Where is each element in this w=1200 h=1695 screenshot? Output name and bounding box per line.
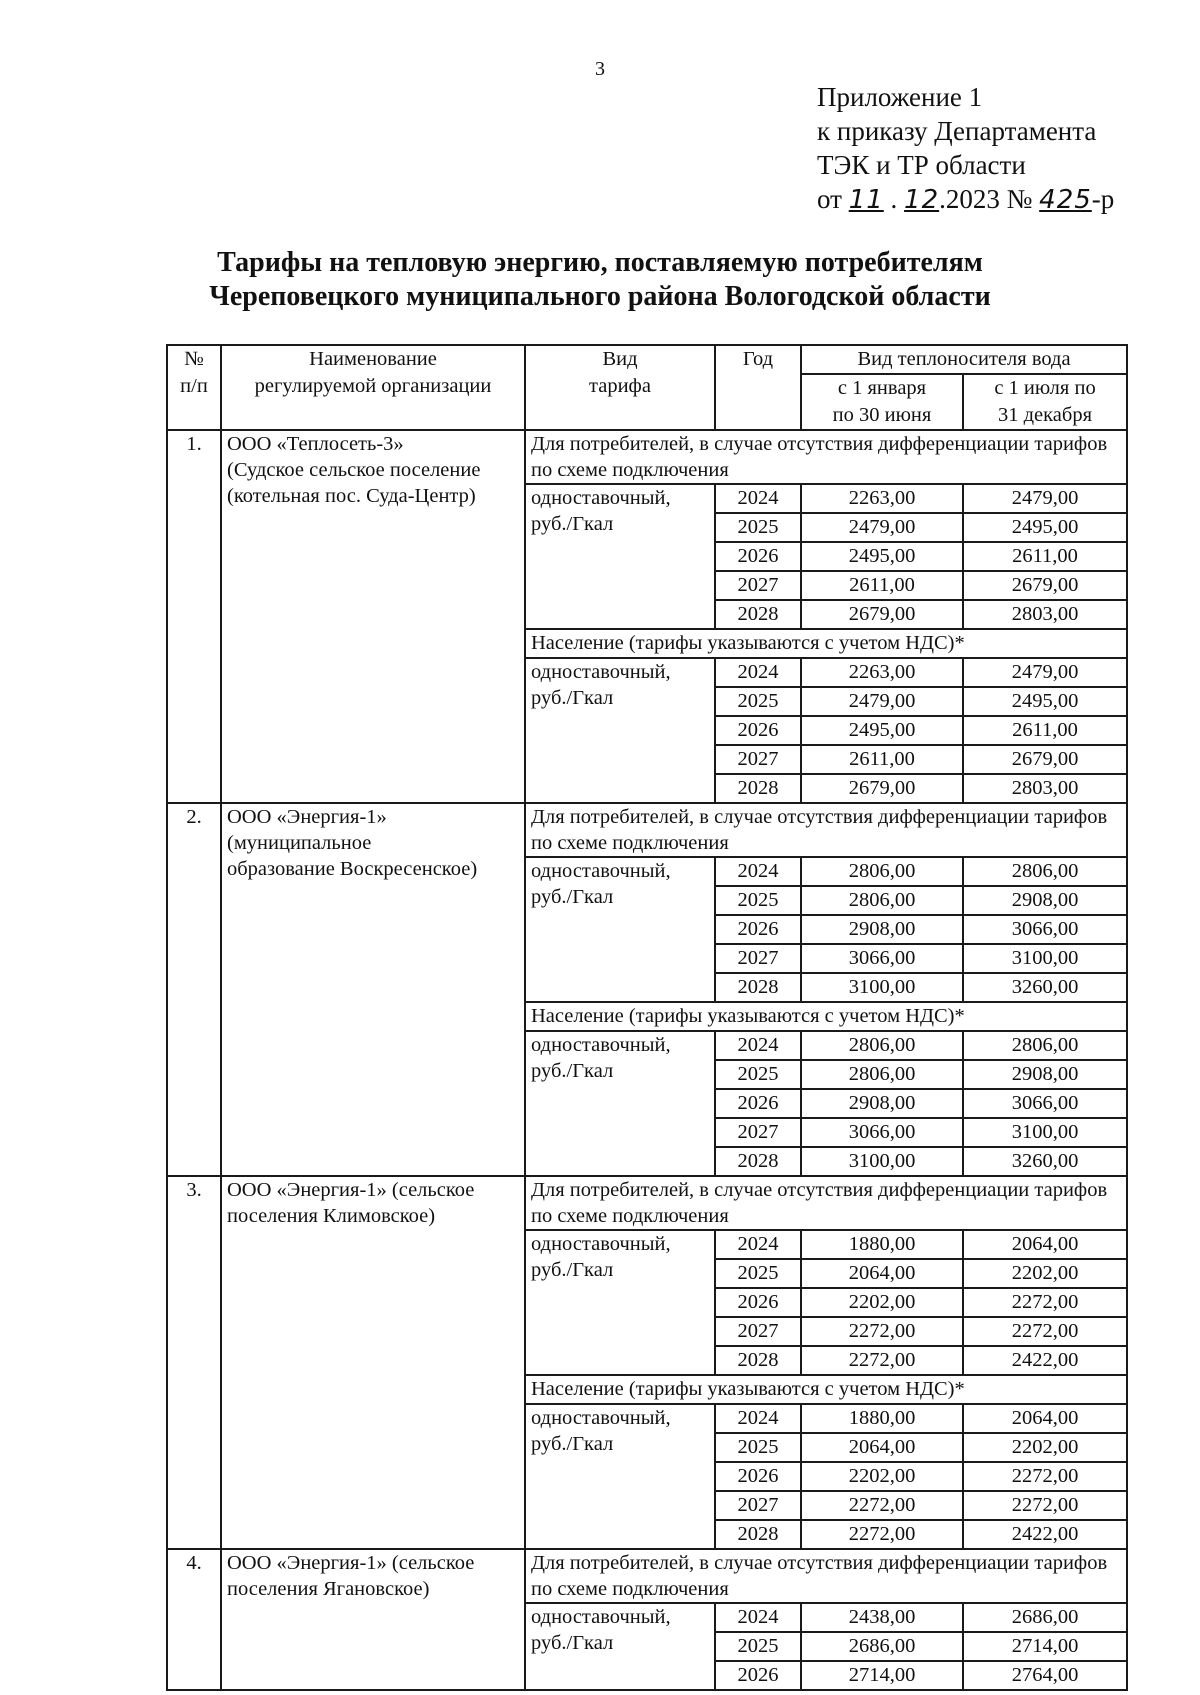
title-line-1: Тарифы на тепловую энергию, поставляемую потребителям [217, 247, 983, 278]
header-period-2-line-2: 31 декабря [998, 404, 1093, 426]
header-num [167, 345, 221, 430]
appendix-block [817, 80, 1114, 217]
order-number: 425 [1039, 185, 1092, 215]
value-period-2: 3100,00 [963, 1118, 1127, 1147]
value-period-1: 2806,00 [801, 1060, 963, 1089]
org-name-line: ООО «Теплосеть-3» [227, 433, 404, 455]
year-cell: 2024 [715, 1031, 801, 1060]
org-number: 2. [167, 803, 221, 1176]
value-period-2: 2611,00 [963, 716, 1127, 745]
segment-title [525, 1176, 1127, 1230]
org-name-line: ООО «Энергия-1» (сельское [227, 1179, 475, 1201]
org-name-line: (муниципальное [227, 832, 372, 854]
value-period-1: 2202,00 [801, 1462, 963, 1491]
year-cell: 2024 [715, 1603, 801, 1632]
tariff-kind: одноставочный, руб./Гкал [525, 658, 715, 803]
org-name-line: (Судское сельское поселение [227, 459, 481, 481]
value-period-1: 2202,00 [801, 1288, 963, 1317]
year-cell: 2026 [715, 1661, 801, 1690]
value-period-2: 2202,00 [963, 1433, 1127, 1462]
value-period-1: 2438,00 [801, 1603, 963, 1632]
segment-title [525, 1549, 1127, 1603]
value-period-2: 2686,00 [963, 1603, 1127, 1632]
value-period-2: 2803,00 [963, 774, 1127, 803]
value-period-1: 2679,00 [801, 774, 963, 803]
value-period-2: 3066,00 [963, 915, 1127, 944]
year-cell: 2024 [715, 857, 801, 886]
value-period-2: 3100,00 [963, 944, 1127, 973]
org-name [221, 803, 525, 1176]
value-period-2: 2908,00 [963, 1060, 1127, 1089]
segment-title-text: Для потребителей, в случае отсутствия дифференциации тарифов по схеме подключения [531, 1552, 1108, 1600]
title-line-2: Череповецкого муниципального района Вологодской области [209, 281, 991, 312]
value-period-1: 2495,00 [801, 716, 963, 745]
date-year: .2023 № [939, 184, 1033, 214]
year-cell: 2027 [715, 1118, 801, 1147]
value-period-1: 1880,00 [801, 1230, 963, 1259]
value-period-1: 2908,00 [801, 915, 963, 944]
value-period-1: 2611,00 [801, 571, 963, 600]
value-period-1: 1880,00 [801, 1404, 963, 1433]
value-period-2: 2679,00 [963, 571, 1127, 600]
appendix-date-line: от 11 . 12.2023 № 425-р [817, 184, 1115, 215]
value-period-2: 2764,00 [963, 1661, 1127, 1690]
segment-title-text: Население (тарифы указываются с учетом НДС)* [531, 632, 965, 654]
segment-title-text: Население (тарифы указываются с учетом НДС)* [531, 1378, 965, 1400]
year-cell: 2027 [715, 745, 801, 774]
segment-title-text: Для потребителей, в случае отсутствия дифференциации тарифов по схеме подключения [531, 806, 1108, 854]
value-period-1: 3100,00 [801, 1147, 963, 1176]
value-period-1: 3066,00 [801, 944, 963, 973]
page-number: 3 [595, 58, 605, 80]
value-period-1: 2479,00 [801, 513, 963, 542]
segment-title [525, 430, 1127, 484]
value-period-2: 3260,00 [963, 973, 1127, 1002]
org-name-line: поселения Климовское) [227, 1205, 436, 1227]
year-cell: 2024 [715, 1230, 801, 1259]
date-month: 12 [904, 185, 940, 215]
year-cell: 2024 [715, 484, 801, 513]
segment-title [525, 1375, 1127, 1404]
year-cell: 2026 [715, 915, 801, 944]
order-suffix: -р [1091, 184, 1115, 214]
appendix-line-3: ТЭК и ТР области [817, 150, 1026, 180]
tariff-kind: одноставочный, руб./Гкал [525, 484, 715, 629]
tariff-kind: одноставочный, руб./Гкал [525, 1404, 715, 1549]
header-name-line-2: регулируемой организации [254, 375, 492, 397]
tariff-kind: одноставочный, руб./Гкал [525, 1230, 715, 1375]
segment-title [525, 629, 1127, 658]
segment-title-row [167, 1176, 1127, 1230]
org-name-line: (котельная пос. Суда-Центр) [227, 485, 476, 507]
value-period-2: 2064,00 [963, 1230, 1127, 1259]
year-cell: 2027 [715, 1491, 801, 1520]
header-period-2 [963, 374, 1127, 430]
org-number: 1. [167, 430, 221, 803]
tariff-kind: одноставочный, руб./Гкал [525, 1603, 715, 1690]
value-period-2: 2908,00 [963, 886, 1127, 915]
segment-title-text: Население (тарифы указываются с учетом НДС)* [531, 1005, 965, 1027]
value-period-1: 2686,00 [801, 1632, 963, 1661]
value-period-1: 2611,00 [801, 745, 963, 774]
date-prefix: от [817, 184, 842, 214]
org-name-line: ООО «Энергия-1» [227, 806, 387, 828]
segment-title [525, 1002, 1127, 1031]
value-period-1: 3100,00 [801, 973, 963, 1002]
value-period-1: 2714,00 [801, 1661, 963, 1690]
year-cell: 2025 [715, 1259, 801, 1288]
appendix-line-1: Приложение 1 [817, 82, 983, 112]
value-period-1: 2806,00 [801, 857, 963, 886]
year-cell: 2025 [715, 1060, 801, 1089]
value-period-2: 3066,00 [963, 1089, 1127, 1118]
header-type-line-1: Вид [602, 348, 638, 370]
value-period-2: 2272,00 [963, 1491, 1127, 1520]
value-period-2: 2479,00 [963, 658, 1127, 687]
header-period-1 [801, 374, 963, 430]
value-period-2: 2714,00 [963, 1632, 1127, 1661]
year-cell: 2028 [715, 1147, 801, 1176]
appendix-line-2: к приказу Департамента [817, 116, 1097, 146]
year-cell: 2028 [715, 600, 801, 629]
value-period-1: 2064,00 [801, 1259, 963, 1288]
year-cell: 2027 [715, 1317, 801, 1346]
value-period-2: 2806,00 [963, 857, 1127, 886]
value-period-1: 2908,00 [801, 1089, 963, 1118]
header-org-name [221, 345, 525, 430]
value-period-2: 2479,00 [963, 484, 1127, 513]
value-period-2: 3260,00 [963, 1147, 1127, 1176]
year-cell: 2026 [715, 542, 801, 571]
year-cell: 2026 [715, 1462, 801, 1491]
value-period-2: 2803,00 [963, 600, 1127, 629]
value-period-2: 2806,00 [963, 1031, 1127, 1060]
header-period-1-line-1: с 1 января [837, 377, 927, 399]
value-period-2: 2272,00 [963, 1317, 1127, 1346]
document-title [0, 246, 1200, 314]
year-cell: 2028 [715, 1520, 801, 1549]
value-period-1: 2272,00 [801, 1317, 963, 1346]
segment-title-row [167, 430, 1127, 484]
header-num-line-2: п/п [180, 375, 208, 397]
segment-title-text: Для потребителей, в случае отсутствия дифференциации тарифов по схеме подключения [531, 1179, 1108, 1227]
year-cell: 2028 [715, 1346, 801, 1375]
org-number: 3. [167, 1176, 221, 1549]
org-name [221, 430, 525, 803]
year-cell: 2028 [715, 973, 801, 1002]
value-period-2: 2272,00 [963, 1462, 1127, 1491]
value-period-2: 2202,00 [963, 1259, 1127, 1288]
tariff-kind: одноставочный, руб./Гкал [525, 1031, 715, 1176]
value-period-2: 2679,00 [963, 745, 1127, 774]
value-period-1: 2495,00 [801, 542, 963, 571]
header-year: Год [715, 345, 801, 430]
year-cell: 2027 [715, 944, 801, 973]
org-name-line: ООО «Энергия-1» (сельское [227, 1552, 475, 1574]
header-name-line-1: Наименование [309, 348, 437, 370]
org-name [221, 1176, 525, 1549]
year-cell: 2025 [715, 1632, 801, 1661]
value-period-1: 2272,00 [801, 1491, 963, 1520]
value-period-1: 2272,00 [801, 1346, 963, 1375]
value-period-1: 2064,00 [801, 1433, 963, 1462]
value-period-1: 2263,00 [801, 484, 963, 513]
value-period-1: 2272,00 [801, 1520, 963, 1549]
segment-title-text: Для потребителей, в случае отсутствия дифференциации тарифов по схеме подключения [531, 433, 1108, 481]
year-cell: 2025 [715, 886, 801, 915]
year-cell: 2026 [715, 716, 801, 745]
value-period-2: 2064,00 [963, 1404, 1127, 1433]
tariff-table [166, 344, 1128, 1691]
year-cell: 2027 [715, 571, 801, 600]
segment-title-row [167, 803, 1127, 857]
value-period-2: 2422,00 [963, 1346, 1127, 1375]
value-period-1: 2263,00 [801, 658, 963, 687]
year-cell: 2024 [715, 658, 801, 687]
year-cell: 2026 [715, 1288, 801, 1317]
value-period-1: 2479,00 [801, 687, 963, 716]
header-carrier: Вид теплоносителя вода [801, 345, 1127, 374]
org-name [221, 1549, 525, 1690]
header-num-line-1: № [184, 348, 204, 370]
year-cell: 2028 [715, 774, 801, 803]
value-period-2: 2422,00 [963, 1520, 1127, 1549]
header-type-line-2: тарифа [589, 375, 651, 397]
year-cell: 2024 [715, 1404, 801, 1433]
value-period-2: 2495,00 [963, 513, 1127, 542]
tariff-kind: одноставочный, руб./Гкал [525, 857, 715, 1002]
value-period-2: 2272,00 [963, 1288, 1127, 1317]
year-cell: 2025 [715, 1433, 801, 1462]
header-row [167, 345, 1127, 374]
org-name-line: образование Воскресенское) [227, 858, 478, 880]
value-period-1: 2806,00 [801, 886, 963, 915]
value-period-1: 3066,00 [801, 1118, 963, 1147]
header-period-1-line-2: по 30 июня [832, 404, 932, 426]
header-period-2-line-1: с 1 июля по [994, 377, 1096, 399]
value-period-2: 2495,00 [963, 687, 1127, 716]
year-cell: 2025 [715, 513, 801, 542]
value-period-1: 2679,00 [801, 600, 963, 629]
date-day: 11 [848, 185, 884, 215]
value-period-1: 2806,00 [801, 1031, 963, 1060]
org-number: 4. [167, 1549, 221, 1690]
header-tariff-type [525, 345, 715, 430]
org-name-line: поселения Ягановское) [227, 1578, 430, 1600]
year-cell: 2025 [715, 687, 801, 716]
year-cell: 2026 [715, 1089, 801, 1118]
segment-title [525, 803, 1127, 857]
value-period-2: 2611,00 [963, 542, 1127, 571]
segment-title-row [167, 1549, 1127, 1603]
